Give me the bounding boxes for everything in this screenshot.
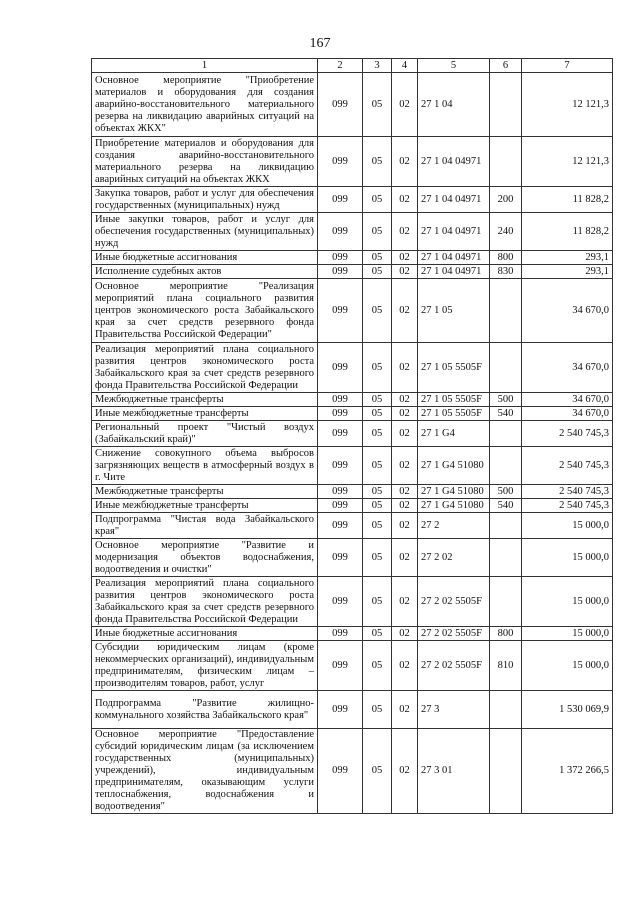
expense-name-cell: Реализация мероприятий плана социального развития центров экономического роста Забайкальского края за счет средств резервного фонда Правительства Российской Федерации — [92, 343, 318, 393]
amount-cell: 2 540 745,3 — [522, 421, 613, 447]
table-row — [92, 137, 613, 187]
ministry-code-cell: 099 — [318, 137, 363, 187]
amount-cell: 293,1 — [522, 265, 613, 279]
table-row — [92, 729, 613, 814]
expense-type-cell — [490, 279, 522, 343]
ministry-code-cell: 099 — [318, 447, 363, 485]
ministry-code-cell: 099 — [318, 213, 363, 251]
section-code-cell: 05 — [363, 691, 392, 729]
table-row — [92, 577, 613, 627]
section-code-cell: 05 — [363, 485, 392, 499]
page-number: 167 — [309, 36, 331, 51]
expense-type-cell — [490, 137, 522, 187]
ministry-code-cell: 099 — [318, 627, 363, 641]
section-code-cell: 05 — [363, 393, 392, 407]
subsection-code-cell: 02 — [392, 485, 418, 499]
target-article-cell: 27 2 02 5505F — [418, 577, 490, 627]
expense-name-cell: Иные бюджетные ассигнования — [92, 251, 318, 265]
ministry-code-cell: 099 — [318, 641, 363, 691]
header-cell: 3 — [363, 59, 392, 73]
section-code-cell: 05 — [363, 421, 392, 447]
target-article-cell: 27 1 G4 51080 — [418, 447, 490, 485]
section-code-cell: 05 — [363, 343, 392, 393]
amount-cell: 34 670,0 — [522, 279, 613, 343]
expense-type-cell — [490, 513, 522, 539]
section-code-cell: 05 — [363, 187, 392, 213]
section-code-cell: 05 — [363, 279, 392, 343]
expense-name-cell: Реализация мероприятий плана социального развития центров экономического роста Забайкальского края за счет средств резервного фонда Правительства Российской Федерации — [92, 577, 318, 627]
expense-name-cell: Подпрограмма "Развитие жилищно-коммунального хозяйства Забайкальского края" — [92, 691, 318, 729]
table-row — [92, 279, 613, 343]
target-article-cell: 27 1 05 5505F — [418, 343, 490, 393]
table-row — [92, 539, 613, 577]
section-code-cell: 05 — [363, 627, 392, 641]
table-row — [92, 485, 613, 499]
table-row — [92, 393, 613, 407]
section-code-cell: 05 — [363, 213, 392, 251]
target-article-cell: 27 1 04 04971 — [418, 251, 490, 265]
ministry-code-cell: 099 — [318, 539, 363, 577]
amount-cell: 34 670,0 — [522, 343, 613, 393]
ministry-code-cell: 099 — [318, 729, 363, 814]
section-code-cell: 05 — [363, 577, 392, 627]
target-article-cell: 27 2 02 — [418, 539, 490, 577]
ministry-code-cell: 099 — [318, 421, 363, 447]
section-code-cell: 05 — [363, 265, 392, 279]
subsection-code-cell: 02 — [392, 279, 418, 343]
target-article-cell: 27 1 05 5505F — [418, 407, 490, 421]
table-row — [92, 499, 613, 513]
amount-cell: 15 000,0 — [522, 577, 613, 627]
subsection-code-cell: 02 — [392, 187, 418, 213]
subsection-code-cell: 02 — [392, 729, 418, 814]
amount-cell: 12 121,3 — [522, 137, 613, 187]
subsection-code-cell: 02 — [392, 251, 418, 265]
section-code-cell: 05 — [363, 513, 392, 539]
expense-type-cell — [490, 691, 522, 729]
budget-table — [91, 58, 613, 814]
section-code-cell: 05 — [363, 251, 392, 265]
target-article-cell: 27 2 — [418, 513, 490, 539]
target-article-cell: 27 2 02 5505F — [418, 627, 490, 641]
expense-type-cell: 540 — [490, 407, 522, 421]
amount-cell: 2 540 745,3 — [522, 485, 613, 499]
expense-type-cell — [490, 729, 522, 814]
subsection-code-cell: 02 — [392, 513, 418, 539]
table-row — [92, 447, 613, 485]
target-article-cell: 27 1 05 — [418, 279, 490, 343]
table-row — [92, 343, 613, 393]
expense-name-cell: Основное мероприятие "Развитие и модернизация объектов водоснабжения, водоотведения и очистки" — [92, 539, 318, 577]
table-row — [92, 641, 613, 691]
expense-name-cell: Основное мероприятие "Приобретение материалов и оборудования для создания аварийно-восстановительного материального резерва на ликвидацию аварийных ситуаций на объектах ЖКХ" — [92, 73, 318, 137]
expense-type-cell: 240 — [490, 213, 522, 251]
expense-name-cell: Региональный проект "Чистый воздух (Забайкальский край)" — [92, 421, 318, 447]
expense-type-cell — [490, 421, 522, 447]
header-cell: 1 — [92, 59, 318, 73]
expense-type-cell — [490, 447, 522, 485]
target-article-cell: 27 1 05 5505F — [418, 393, 490, 407]
expense-name-cell: Исполнение судебных актов — [92, 265, 318, 279]
header-cell: 4 — [392, 59, 418, 73]
target-article-cell: 27 1 04 04971 — [418, 213, 490, 251]
expense-name-cell: Основное мероприятие "Предоставление субсидий юридическим лицам (за исключением государственных (муниципальных) учреждений), индивидуальным предпринимателям, оказывающим услуги теплоснабжения, водоснабжения и водоотведения" — [92, 729, 318, 814]
ministry-code-cell: 099 — [318, 691, 363, 729]
ministry-code-cell: 099 — [318, 343, 363, 393]
expense-type-cell — [490, 539, 522, 577]
amount-cell: 2 540 745,3 — [522, 447, 613, 485]
amount-cell: 15 000,0 — [522, 513, 613, 539]
target-article-cell: 27 3 01 — [418, 729, 490, 814]
expense-type-cell: 500 — [490, 485, 522, 499]
table-row — [92, 265, 613, 279]
section-code-cell: 05 — [363, 641, 392, 691]
subsection-code-cell: 02 — [392, 539, 418, 577]
expense-type-cell: 500 — [490, 393, 522, 407]
amount-cell: 15 000,0 — [522, 627, 613, 641]
subsection-code-cell: 02 — [392, 691, 418, 729]
subsection-code-cell: 02 — [392, 627, 418, 641]
header-cell: 6 — [490, 59, 522, 73]
expense-name-cell: Снижение совокупного объема выбросов загрязняющих веществ в атмосферный воздух в г. Чите — [92, 447, 318, 485]
target-article-cell: 27 1 04 04971 — [418, 265, 490, 279]
subsection-code-cell: 02 — [392, 407, 418, 421]
expense-name-cell: Межбюджетные трансферты — [92, 393, 318, 407]
amount-cell: 12 121,3 — [522, 73, 613, 137]
target-article-cell: 27 1 G4 51080 — [418, 499, 490, 513]
expense-type-cell — [490, 577, 522, 627]
ministry-code-cell: 099 — [318, 407, 363, 421]
expense-type-cell: 200 — [490, 187, 522, 213]
amount-cell: 1 530 069,9 — [522, 691, 613, 729]
ministry-code-cell: 099 — [318, 485, 363, 499]
expense-type-cell: 800 — [490, 251, 522, 265]
subsection-code-cell: 02 — [392, 641, 418, 691]
expense-name-cell: Закупка товаров, работ и услуг для обеспечения государственных (муниципальных) нужд — [92, 187, 318, 213]
header-cell: 2 — [318, 59, 363, 73]
ministry-code-cell: 099 — [318, 73, 363, 137]
expense-name-cell: Межбюджетные трансферты — [92, 485, 318, 499]
subsection-code-cell: 02 — [392, 137, 418, 187]
section-code-cell: 05 — [363, 73, 392, 137]
amount-cell: 11 828,2 — [522, 213, 613, 251]
subsection-code-cell: 02 — [392, 421, 418, 447]
expense-type-cell: 540 — [490, 499, 522, 513]
ministry-code-cell: 099 — [318, 513, 363, 539]
amount-cell: 34 670,0 — [522, 407, 613, 421]
section-code-cell: 05 — [363, 447, 392, 485]
target-article-cell: 27 1 04 04971 — [418, 137, 490, 187]
expense-name-cell: Подпрограмма "Чистая вода Забайкальского края" — [92, 513, 318, 539]
target-article-cell: 27 1 G4 — [418, 421, 490, 447]
section-code-cell: 05 — [363, 137, 392, 187]
amount-cell: 34 670,0 — [522, 393, 613, 407]
table-row — [92, 513, 613, 539]
table-row — [92, 73, 613, 137]
amount-cell: 11 828,2 — [522, 187, 613, 213]
subsection-code-cell: 02 — [392, 499, 418, 513]
amount-cell: 2 540 745,3 — [522, 499, 613, 513]
subsection-code-cell: 02 — [392, 577, 418, 627]
table-row — [92, 627, 613, 641]
target-article-cell: 27 2 02 5505F — [418, 641, 490, 691]
header-row — [92, 59, 613, 73]
subsection-code-cell: 02 — [392, 447, 418, 485]
ministry-code-cell: 099 — [318, 393, 363, 407]
expense-name-cell: Иные закупки товаров, работ и услуг для обеспечения государственных (муниципальных) нужд — [92, 213, 318, 251]
amount-cell: 293,1 — [522, 251, 613, 265]
table-row — [92, 251, 613, 265]
expense-name-cell: Иные межбюджетные трансферты — [92, 499, 318, 513]
header-cell: 7 — [522, 59, 613, 73]
ministry-code-cell: 099 — [318, 187, 363, 213]
expense-type-cell: 810 — [490, 641, 522, 691]
expense-type-cell: 830 — [490, 265, 522, 279]
expense-name-cell: Приобретение материалов и оборудования для создания аварийно-восстановительного материального резерва на ликвидацию аварийных ситуаций на объектах ЖКХ — [92, 137, 318, 187]
ministry-code-cell: 099 — [318, 499, 363, 513]
table-row — [92, 691, 613, 729]
target-article-cell: 27 3 — [418, 691, 490, 729]
ministry-code-cell: 099 — [318, 251, 363, 265]
table-row — [92, 187, 613, 213]
expense-name-cell: Иные бюджетные ассигнования — [92, 627, 318, 641]
ministry-code-cell: 099 — [318, 577, 363, 627]
expense-type-cell — [490, 73, 522, 137]
ministry-code-cell: 099 — [318, 279, 363, 343]
subsection-code-cell: 02 — [392, 73, 418, 137]
header-cell: 5 — [418, 59, 490, 73]
section-code-cell: 05 — [363, 729, 392, 814]
table-row — [92, 407, 613, 421]
subsection-code-cell: 02 — [392, 213, 418, 251]
subsection-code-cell: 02 — [392, 265, 418, 279]
ministry-code-cell: 099 — [318, 265, 363, 279]
expense-name-cell: Иные межбюджетные трансферты — [92, 407, 318, 421]
expense-name-cell: Основное мероприятие "Реализация мероприятий плана социального развития центров экономического роста Забайкальского края за счет средств резервного фонда Правительства Российской Федерации" — [92, 279, 318, 343]
subsection-code-cell: 02 — [392, 393, 418, 407]
amount-cell: 15 000,0 — [522, 641, 613, 691]
section-code-cell: 05 — [363, 499, 392, 513]
expense-type-cell — [490, 343, 522, 393]
section-code-cell: 05 — [363, 407, 392, 421]
target-article-cell: 27 1 04 04971 — [418, 187, 490, 213]
amount-cell: 15 000,0 — [522, 539, 613, 577]
target-article-cell: 27 1 G4 51080 — [418, 485, 490, 499]
table-row — [92, 421, 613, 447]
amount-cell: 1 372 266,5 — [522, 729, 613, 814]
expense-type-cell: 800 — [490, 627, 522, 641]
expense-name-cell: Субсидии юридическим лицам (кроме некоммерческих организаций), индивидуальным предпринимателям, физическим лицам – производителям товаров, работ, услуг — [92, 641, 318, 691]
subsection-code-cell: 02 — [392, 343, 418, 393]
target-article-cell: 27 1 04 — [418, 73, 490, 137]
section-code-cell: 05 — [363, 539, 392, 577]
table-row — [92, 213, 613, 251]
